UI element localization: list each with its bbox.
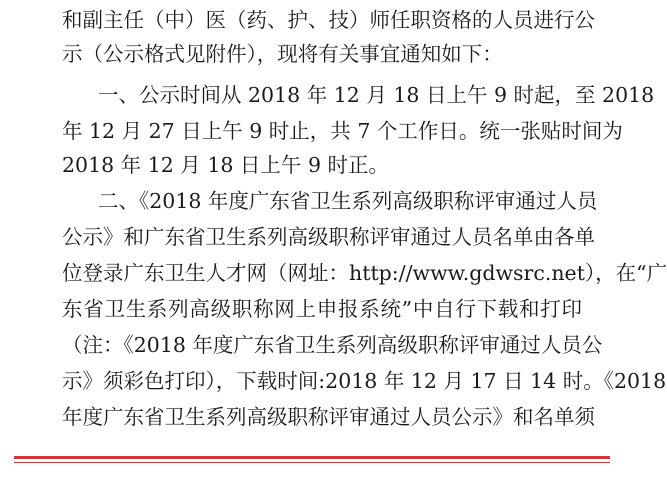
paragraph-line: 年度广东省卫生系列高级职称评审通过人员公示》和名单须 — [62, 405, 595, 429]
red-divider-thin — [14, 462, 610, 463]
paragraph-line: 公示》和广东省卫生系列高级职称评审通过人员名单由各单 — [62, 225, 595, 249]
paragraph-line: 示（公示格式见附件），现将有关事宜通知如下： — [62, 42, 503, 66]
paragraph-line: 和副主任（中）医（药、护、技）师任职资格的人员进行公 — [62, 8, 595, 32]
paragraph-line: 二、《2018 年度广东省卫生系列高级职称评审通过人员 — [98, 189, 598, 213]
paragraph-line: 2018 年 12 月 18 日上午 9 时正。 — [62, 153, 389, 177]
paragraph-line: 东省卫生系列高级职称网上申报系统”中自行下载和打印 — [62, 297, 582, 321]
red-divider-thick — [14, 456, 610, 459]
paragraph-line: （注：《2018 年度广东省卫生系列高级职称评审通过人员公 — [62, 333, 603, 357]
paragraph-line: 示》须彩色打印），下载时间:2018 年 12 月 17 日 14 时。《2018 — [62, 369, 667, 393]
paragraph-line: 一、公示时间从 2018 年 12 月 18 日上午 9 时起，至 2018 — [98, 83, 655, 107]
paragraph-line: 位登录广东卫生人才网（网址：http://www.gdwsrc.net），在“广 — [62, 261, 667, 285]
paragraph-line: 年 12 月 27 日上午 9 时止，共 7 个工作日。统一张贴时间为 — [62, 119, 623, 143]
